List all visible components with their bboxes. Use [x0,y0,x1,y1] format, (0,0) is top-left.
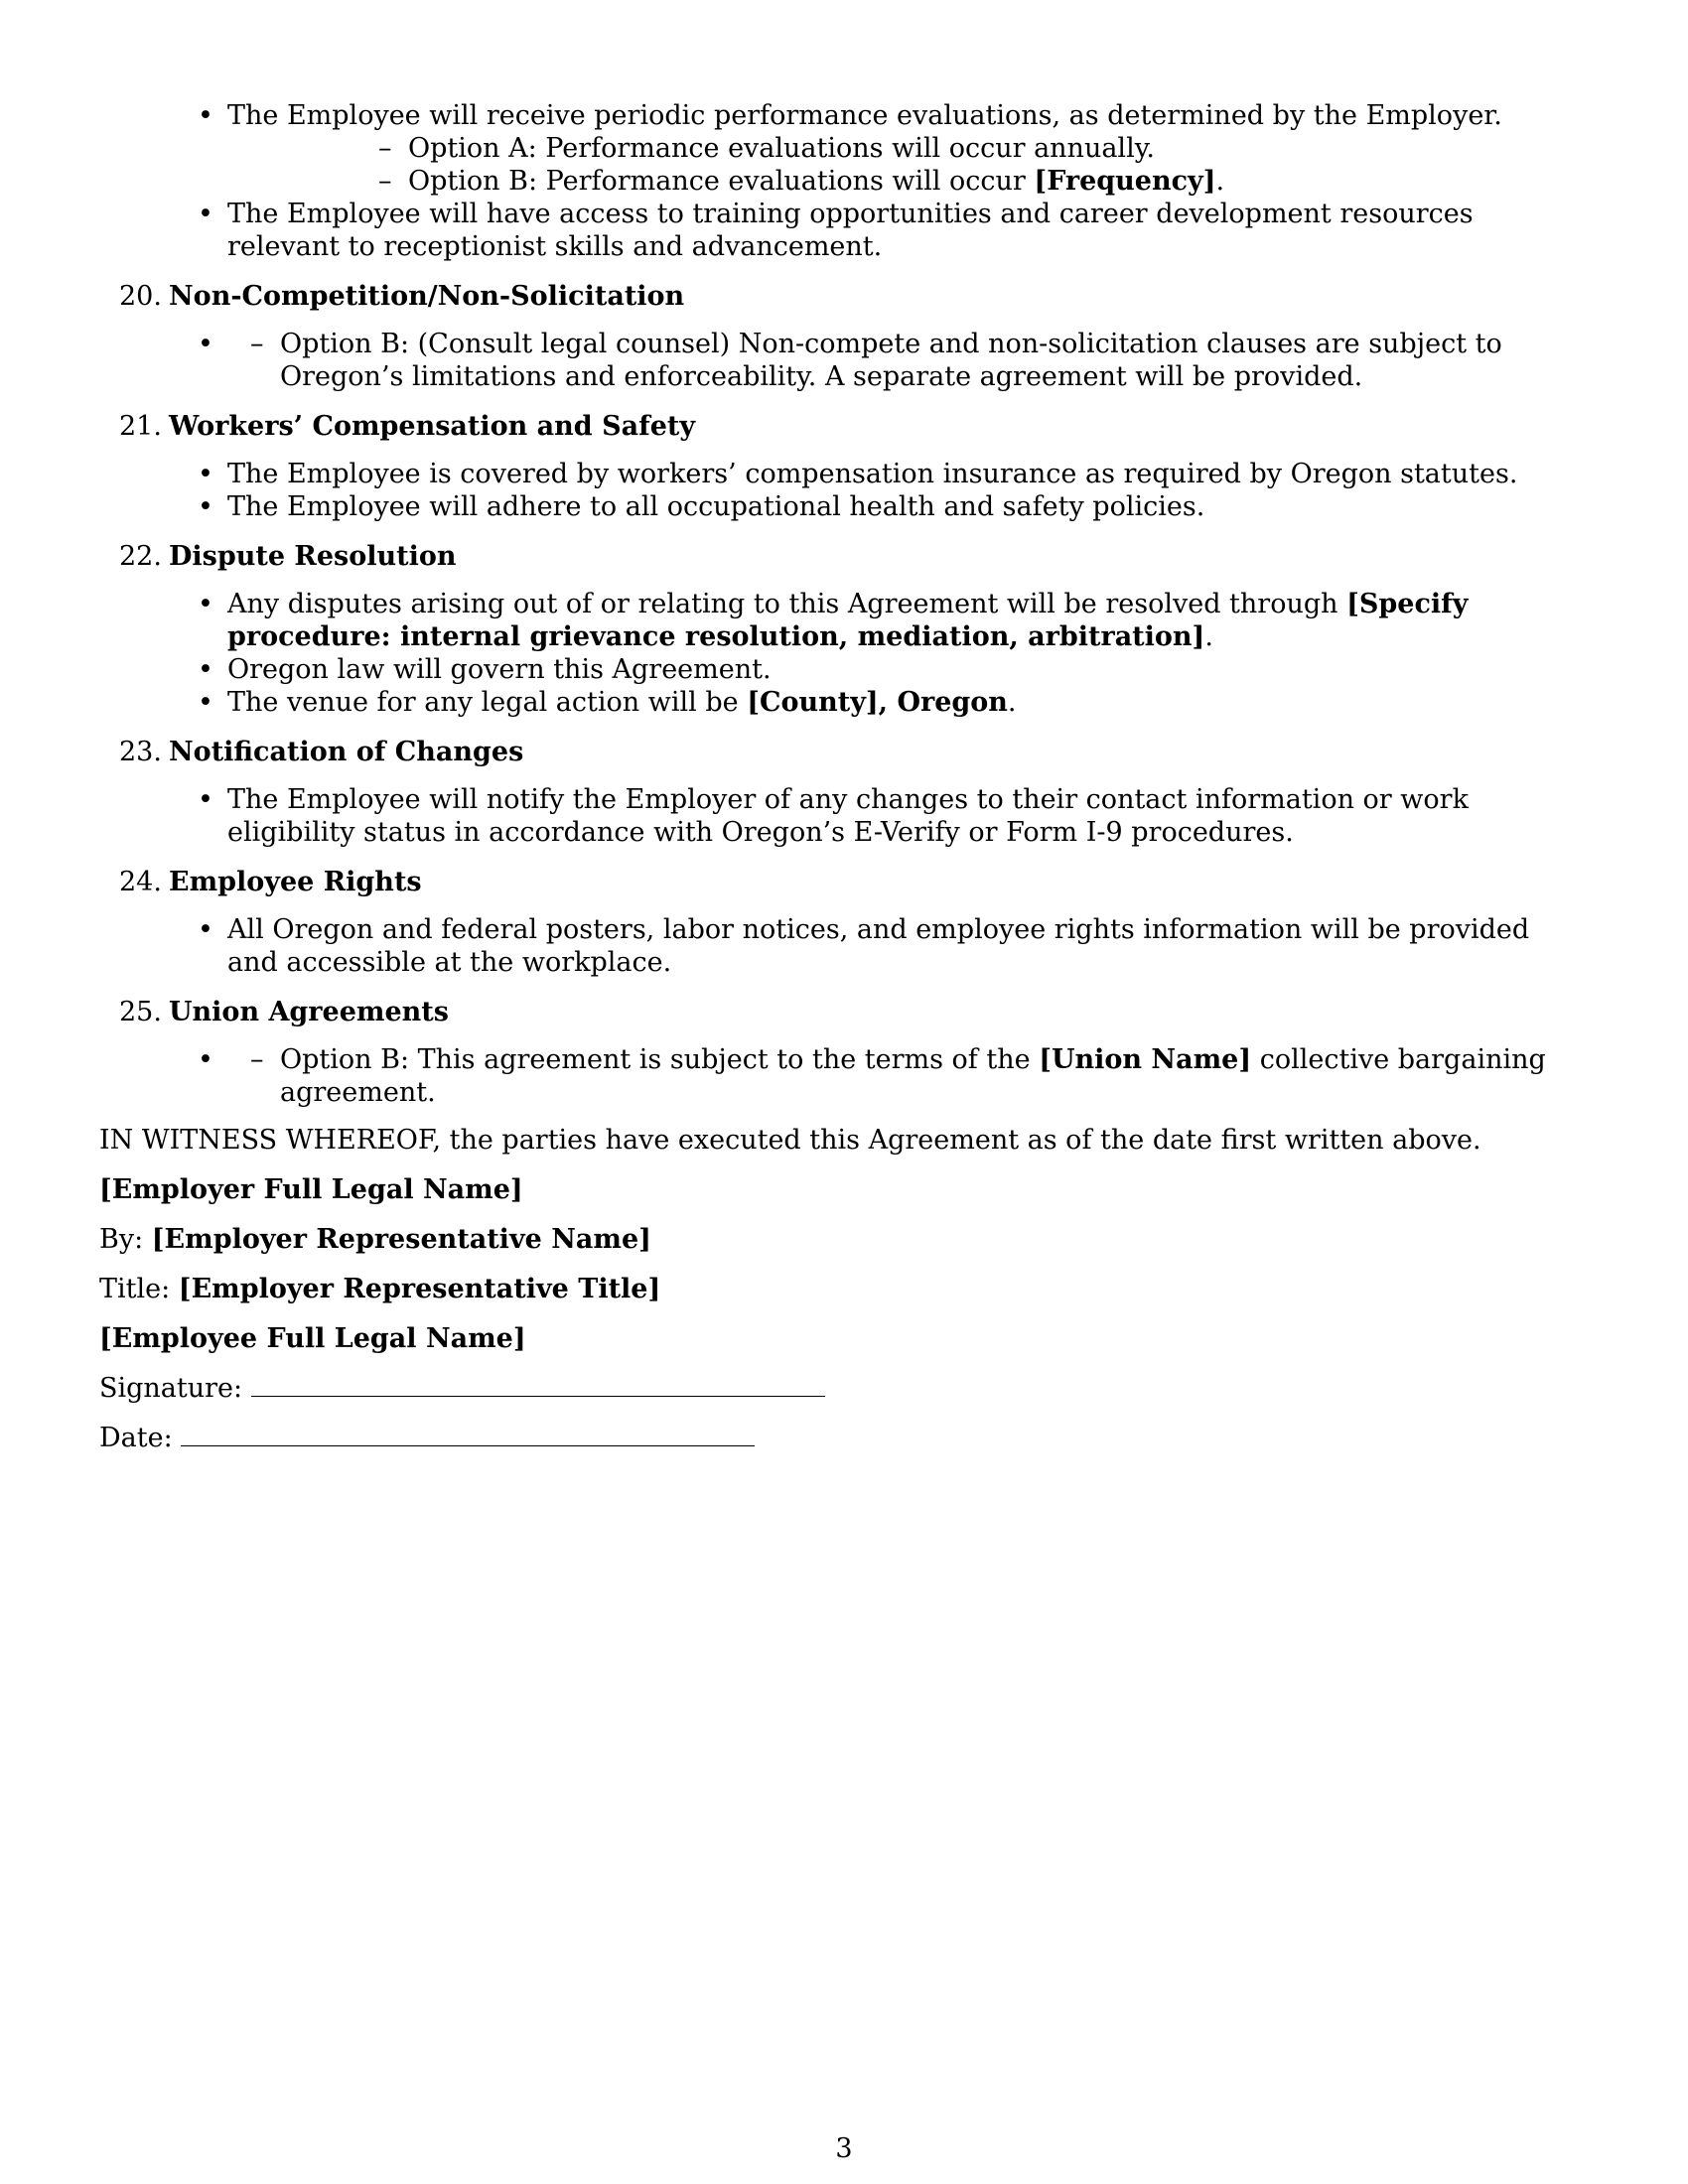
title-line [99,1273,1588,1305]
list-item: • The Employee will notify the Employer of any changes to their contact information or work eligibility status in accordance with Oregon’s E-Verify or Form I-9 procedures. [99,783,1588,849]
section-heading [99,736,1588,768]
dispute-text: Any disputes arising out of or relating to this Agreement will be resolved through [227,589,1347,619]
section-number: 21. [119,411,162,442]
section-title: Dispute Resolution [169,541,457,572]
list-item: • All Oregon and federal posters, labor notices, and employee rights information will be provided and accessible at the workplace. [99,913,1588,979]
section-list [99,913,1588,979]
signature-blank[interactable] [251,1395,825,1397]
section-heading [99,410,1588,443]
section-23 [99,736,1588,849]
option-b-text: Option B: Performance evaluations will occur [408,166,1035,197]
option-b: – • Option B: (Consult legal counsel) Non-compete and non-solicitation clauses are subject to Oregon’s limitations and enforceability. A separate agreement will be provided. [227,328,1588,393]
option-b-end: . [1215,166,1225,197]
section-number: 24. [119,867,162,897]
evaluation-options [227,132,1588,198]
section-title: Employee Rights [169,867,422,897]
section-title: Union Agreements [169,997,449,1027]
procedure-placeholder: [Specify procedure: internal grievance resolution, mediation, arbitration] [227,589,1469,652]
list-item [99,99,1588,198]
section-21 [99,410,1588,523]
section-number: 22. [119,541,162,572]
training-item: • The Employee will have access to training opportunities and career development resources relevant to receptionist skills and advancement. [99,198,1588,263]
union-end: collective bargaining agreement. [280,1044,1546,1108]
signature-label: Signature: [99,1373,243,1404]
document-page [99,99,1588,1454]
section-24 [99,866,1588,979]
section-list [99,1043,1588,1109]
section-22 [99,540,1588,719]
section-number: 20. [119,281,162,312]
date-line [99,1422,1588,1454]
employer-name-placeholder: [Employer Full Legal Name] [99,1174,523,1205]
venue-text: The venue for any legal action will be [227,687,748,718]
section-list [99,588,1588,719]
section-list [99,783,1588,849]
section-number: 25. [119,997,162,1027]
section-heading [99,996,1588,1028]
date-blank[interactable] [181,1444,755,1446]
signature-line [99,1372,1588,1405]
section-title: Notification of Changes [169,737,524,767]
date-label: Date: [99,1423,173,1453]
frequency-placeholder: [Frequency] [1034,166,1216,197]
section-heading [99,280,1588,313]
union-text: Option B: This agreement is subject to the terms of the [280,1044,1040,1075]
section-list [99,328,1588,393]
list-item [99,1043,1588,1109]
option-b [227,165,1588,198]
list-item: • The Employee is covered by workers’ compensation insurance as required by Oregon statutes. [99,458,1588,490]
section-heading [99,540,1588,573]
venue-end: . [1007,687,1017,718]
section-20 [99,280,1588,393]
employer-name [99,1173,1588,1206]
section-list [99,458,1588,523]
list-item [99,686,1588,719]
by-line [99,1223,1588,1256]
option-a: – Option A: Performance evaluations will occur annually. [227,132,1588,165]
employee-name [99,1322,1588,1355]
by-label: By: [99,1224,152,1255]
representative-name-placeholder: [Employer Representative Name] [151,1224,651,1255]
section-25 [99,996,1588,1109]
page-number: 3 [835,2133,853,2164]
union-placeholder: [Union Name] [1039,1044,1252,1075]
representative-title-placeholder: [Employer Representative Title] [178,1274,661,1304]
section-number: 23. [119,737,162,767]
list-item [99,328,1588,393]
employee-name-placeholder: [Employee Full Legal Name] [99,1323,526,1354]
dispute-end: . [1204,621,1213,652]
list-item: • The Employee will adhere to all occupational health and safety policies. [99,490,1588,523]
county-placeholder: [County], Oregon [747,687,1008,718]
evaluation-list [99,99,1588,263]
list-item: • Oregon law will govern this Agreement. [99,653,1588,686]
witness-statement: IN WITNESS WHEREOF, the parties have executed this Agreement as of the date first written above. [99,1125,1481,1156]
section-heading [99,866,1588,898]
list-item [99,588,1588,653]
option-b [227,1043,1588,1109]
section-title: Workers’ Compensation and Safety [169,411,696,442]
section-title: Non-Competition/Non-Solicitation [169,281,685,312]
evaluations-text: The Employee will receive periodic performance evaluations, as determined by the Employer. [227,100,1502,131]
title-label: Title: [99,1274,179,1304]
